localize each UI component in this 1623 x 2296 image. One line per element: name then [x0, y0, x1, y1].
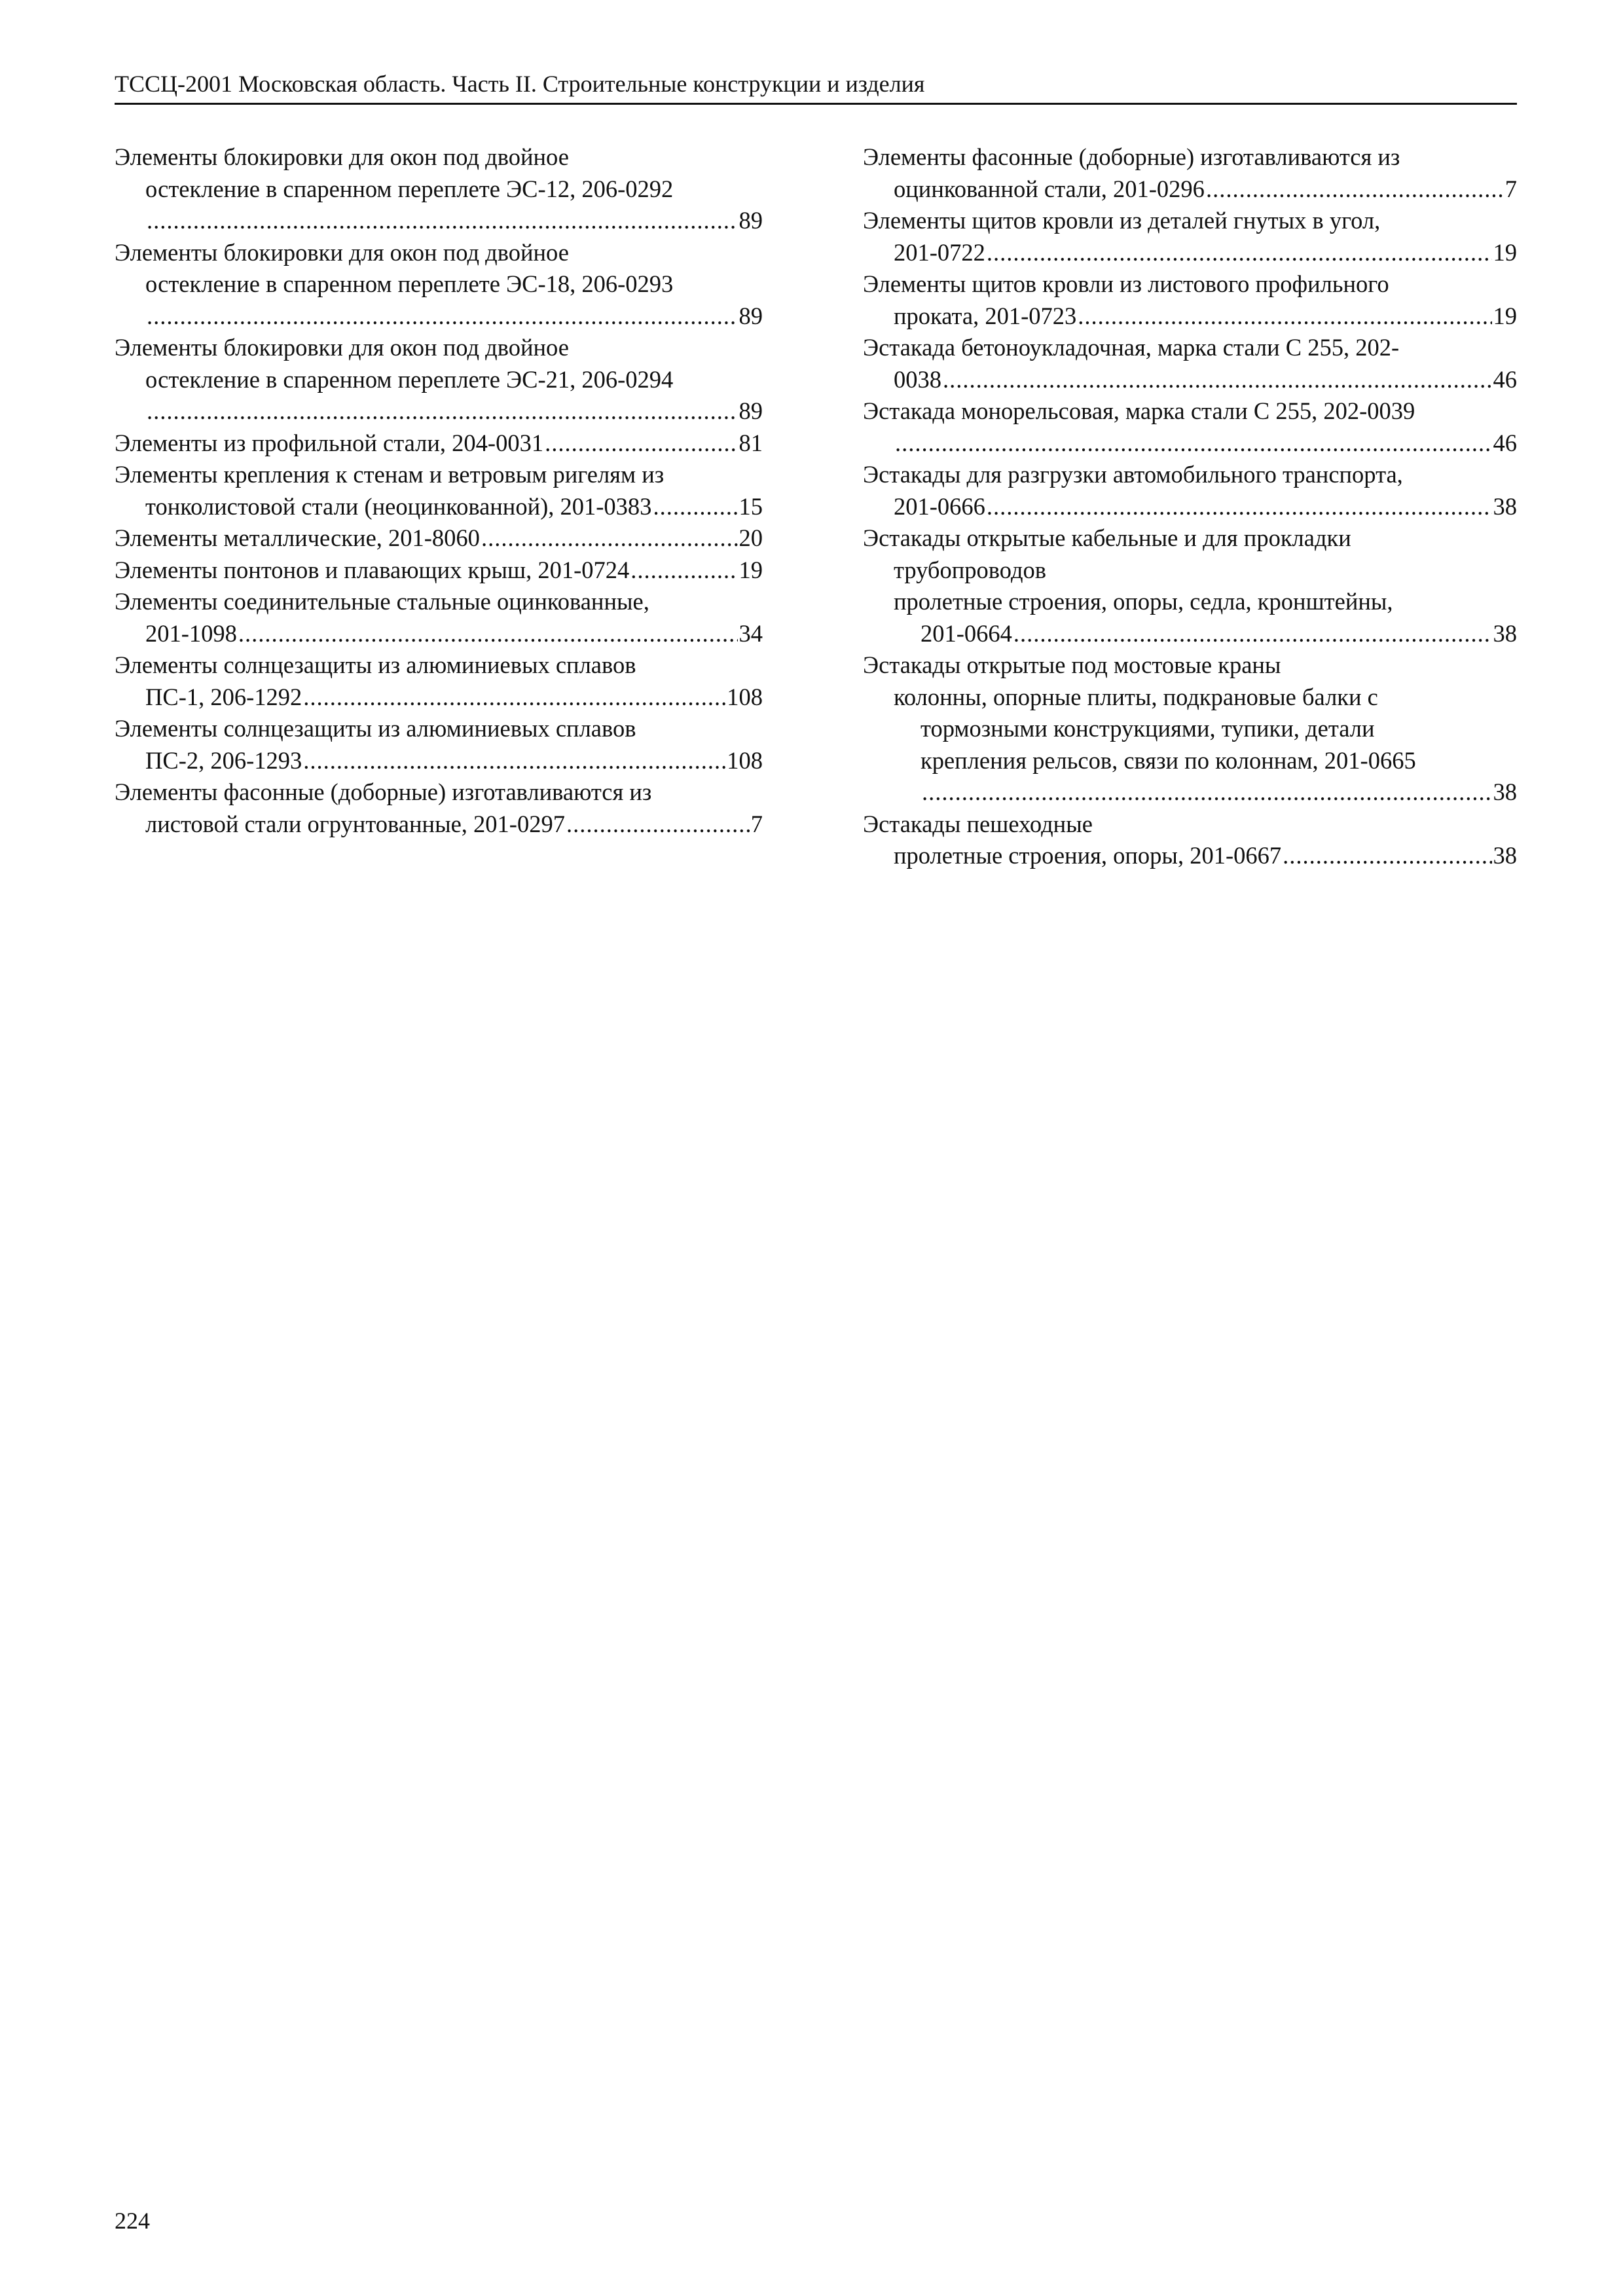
index-entry-text: 0038: [894, 365, 941, 393]
index-line: [115, 173, 763, 206]
dot-leader: [566, 809, 750, 841]
index-subentry-text: 201-0664: [921, 619, 1012, 647]
index-entry-text: остекление в спаренном переплете ЭС-21, 206-0294: [145, 365, 674, 393]
index-entry-text: тонколистовой стали (неоцинкованной), 201-0383: [145, 492, 652, 520]
page-ref: 89: [739, 207, 763, 234]
page-ref: 38: [1493, 492, 1517, 520]
index-line: [115, 459, 763, 491]
index-line: [863, 809, 1517, 841]
index-line: [863, 268, 1517, 301]
page-ref: 34: [739, 619, 763, 647]
index-subentry-text: пролетные строения, опоры, седла, кронштейны,: [894, 588, 1393, 615]
index-line: [115, 332, 763, 364]
page-ref: 15: [739, 492, 763, 520]
index-line: [863, 173, 1517, 206]
index-entry-text: Элементы солнцезащиты из алюминиевых сплавов: [115, 715, 636, 742]
index-line: [863, 459, 1517, 491]
page-ref: 19: [739, 556, 763, 583]
index-line: [863, 522, 1517, 555]
page-ref: 89: [739, 397, 763, 424]
index-line: [863, 586, 1517, 618]
index-entry-text: листовой стали огрунтованные, 201-0297: [145, 810, 565, 837]
index-line: [115, 364, 763, 396]
index-entry-text: Элементы блокировки для окон под двойное: [115, 143, 569, 170]
page-ref: 19: [1493, 238, 1517, 266]
index-entry-text: Элементы блокировки для окон под двойное: [115, 238, 569, 266]
index-subentry-text: крепления рельсов, связи по колоннам, 201-0665: [921, 746, 1416, 774]
index-line: [863, 301, 1517, 333]
index-line: [115, 776, 763, 809]
dot-leader: [147, 395, 738, 428]
index-line: [115, 745, 763, 777]
index-line: [115, 395, 763, 428]
page-ref: 38: [1493, 842, 1517, 869]
index-entry-text: Элементы крепления к стенам и ветровым ригелям из: [115, 461, 665, 488]
index-entry-text: Эстакады для разгрузки автомобильного транспорта,: [863, 461, 1403, 488]
index-line: [115, 491, 763, 523]
index-line: [115, 301, 763, 333]
page-ref: 81: [739, 429, 763, 456]
header-rule: [115, 103, 1517, 105]
index-line: [115, 522, 763, 555]
index-entry-text: Элементы фасонные (доборные) изготавливаются из: [115, 778, 652, 805]
dot-leader: [238, 618, 738, 650]
index-line: [863, 428, 1517, 460]
dot-leader: [895, 428, 1492, 460]
index-line: [863, 840, 1517, 872]
dot-leader: [922, 776, 1492, 809]
index-line: [115, 809, 763, 841]
index-entry-text: ПС-1, 206-1292: [145, 683, 302, 710]
index-entry-text: трубопроводов: [894, 556, 1047, 583]
dot-leader: [1206, 173, 1504, 206]
index-entry-text: Эстакада монорельсовая, марка стали С 255, 202-0039: [863, 397, 1415, 424]
page-ref: 38: [1493, 619, 1517, 647]
index-line: [863, 332, 1517, 364]
index-line: [863, 395, 1517, 428]
index-entry-text: Элементы фасонные (доборные) изготавливаются из: [863, 143, 1400, 170]
index-line: [115, 237, 763, 269]
index-column-right: [863, 141, 1517, 872]
index-line: [115, 586, 763, 618]
index-line: [863, 491, 1517, 523]
dot-leader: [545, 428, 737, 460]
page-ref: 19: [1493, 302, 1517, 329]
dot-leader: [1283, 840, 1491, 872]
index-line: [115, 428, 763, 460]
page-ref: 38: [1493, 778, 1517, 805]
index-line: [115, 205, 763, 237]
index-entry-text: Эстакады пешеходные: [863, 810, 1093, 837]
index-line: [863, 745, 1517, 777]
dot-leader: [303, 745, 725, 777]
page-ref: 46: [1493, 365, 1517, 393]
index-column-left: [115, 141, 763, 840]
page-ref: 89: [739, 302, 763, 329]
dot-leader: [653, 491, 737, 523]
index-entry-text: Элементы понтонов и плавающих крыш, 201-0724: [115, 556, 630, 583]
dot-leader: [943, 364, 1492, 396]
index-entry-text: проката, 201-0723: [894, 302, 1077, 329]
index-entry-text: 201-0666: [894, 492, 985, 520]
dot-leader: [147, 301, 738, 333]
index-entry-text: Элементы блокировки для окон под двойное: [115, 334, 569, 361]
index-subentry-text: пролетные строения, опоры, 201-0667: [894, 842, 1282, 869]
index-line: [863, 618, 1517, 650]
page-number: 224: [115, 2208, 150, 2234]
dot-leader: [481, 522, 738, 555]
dot-leader: [303, 682, 725, 714]
index-entry-text: Элементы соединительные стальные оцинкованные,: [115, 588, 649, 615]
index-entry-text: Элементы из профильной стали, 204-0031: [115, 429, 544, 456]
index-line: [863, 364, 1517, 396]
index-line: [863, 205, 1517, 237]
index-entry-text: ПС-2, 206-1293: [145, 746, 302, 774]
index-entry-text: 201-1098: [145, 619, 237, 647]
index-entry-text: 201-0722: [894, 238, 985, 266]
index-line: [115, 713, 763, 745]
index-line: [115, 618, 763, 650]
index-entry-text: Эстакады открытые под мостовые краны: [863, 651, 1281, 678]
index-line: [115, 649, 763, 682]
index-entry-text: Элементы металлические, 201-8060: [115, 524, 480, 551]
index-line: [863, 776, 1517, 809]
dot-leader: [1013, 618, 1492, 650]
running-header: ТССЦ-2001 Московская область. Часть II. Строительные конструкции и изделия: [115, 71, 925, 97]
dot-leader: [987, 237, 1492, 269]
index-entry-text: остекление в спаренном переплете ЭС-18, 206-0293: [145, 270, 674, 297]
page-ref: 20: [739, 524, 763, 551]
index-line: [115, 555, 763, 587]
index-line: [863, 682, 1517, 714]
dot-leader: [987, 491, 1492, 523]
page-ref: 46: [1493, 429, 1517, 456]
index-subentry-text: колонны, опорные плиты, подкрановые балки с: [894, 683, 1378, 710]
index-entry-text: Элементы солнцезащиты из алюминиевых сплавов: [115, 651, 636, 678]
index-entry-text: оцинкованной стали, 201-0296: [894, 175, 1205, 202]
index-entry-text: Эстакады открытые кабельные и для прокладки: [863, 524, 1351, 551]
page-ref: 108: [727, 683, 763, 710]
page-ref: 108: [727, 746, 763, 774]
index-entry-text: Эстакада бетоноукладочная, марка стали С 255, 202-: [863, 334, 1400, 361]
index-entry-text: остекление в спаренном переплете ЭС-12, 206-0292: [145, 175, 674, 202]
index-subentry-text: тормозными конструкциями, тупики, детали: [921, 715, 1375, 742]
index-line: [115, 268, 763, 301]
dot-leader: [1078, 301, 1491, 333]
page-ref: 7: [1504, 175, 1517, 202]
index-line: [863, 555, 1517, 587]
index-line: [115, 141, 763, 173]
page-ref: 7: [750, 810, 763, 837]
index-line: [863, 141, 1517, 173]
index-line: [863, 237, 1517, 269]
index-line: [863, 649, 1517, 682]
dot-leader: [147, 205, 738, 237]
dot-leader: [630, 555, 737, 587]
index-entry-text: Элементы щитов кровли из деталей гнутых в угол,: [863, 207, 1381, 234]
index-entry-text: Элементы щитов кровли из листового профильного: [863, 270, 1389, 297]
index-line: [863, 713, 1517, 745]
index-line: [115, 682, 763, 714]
